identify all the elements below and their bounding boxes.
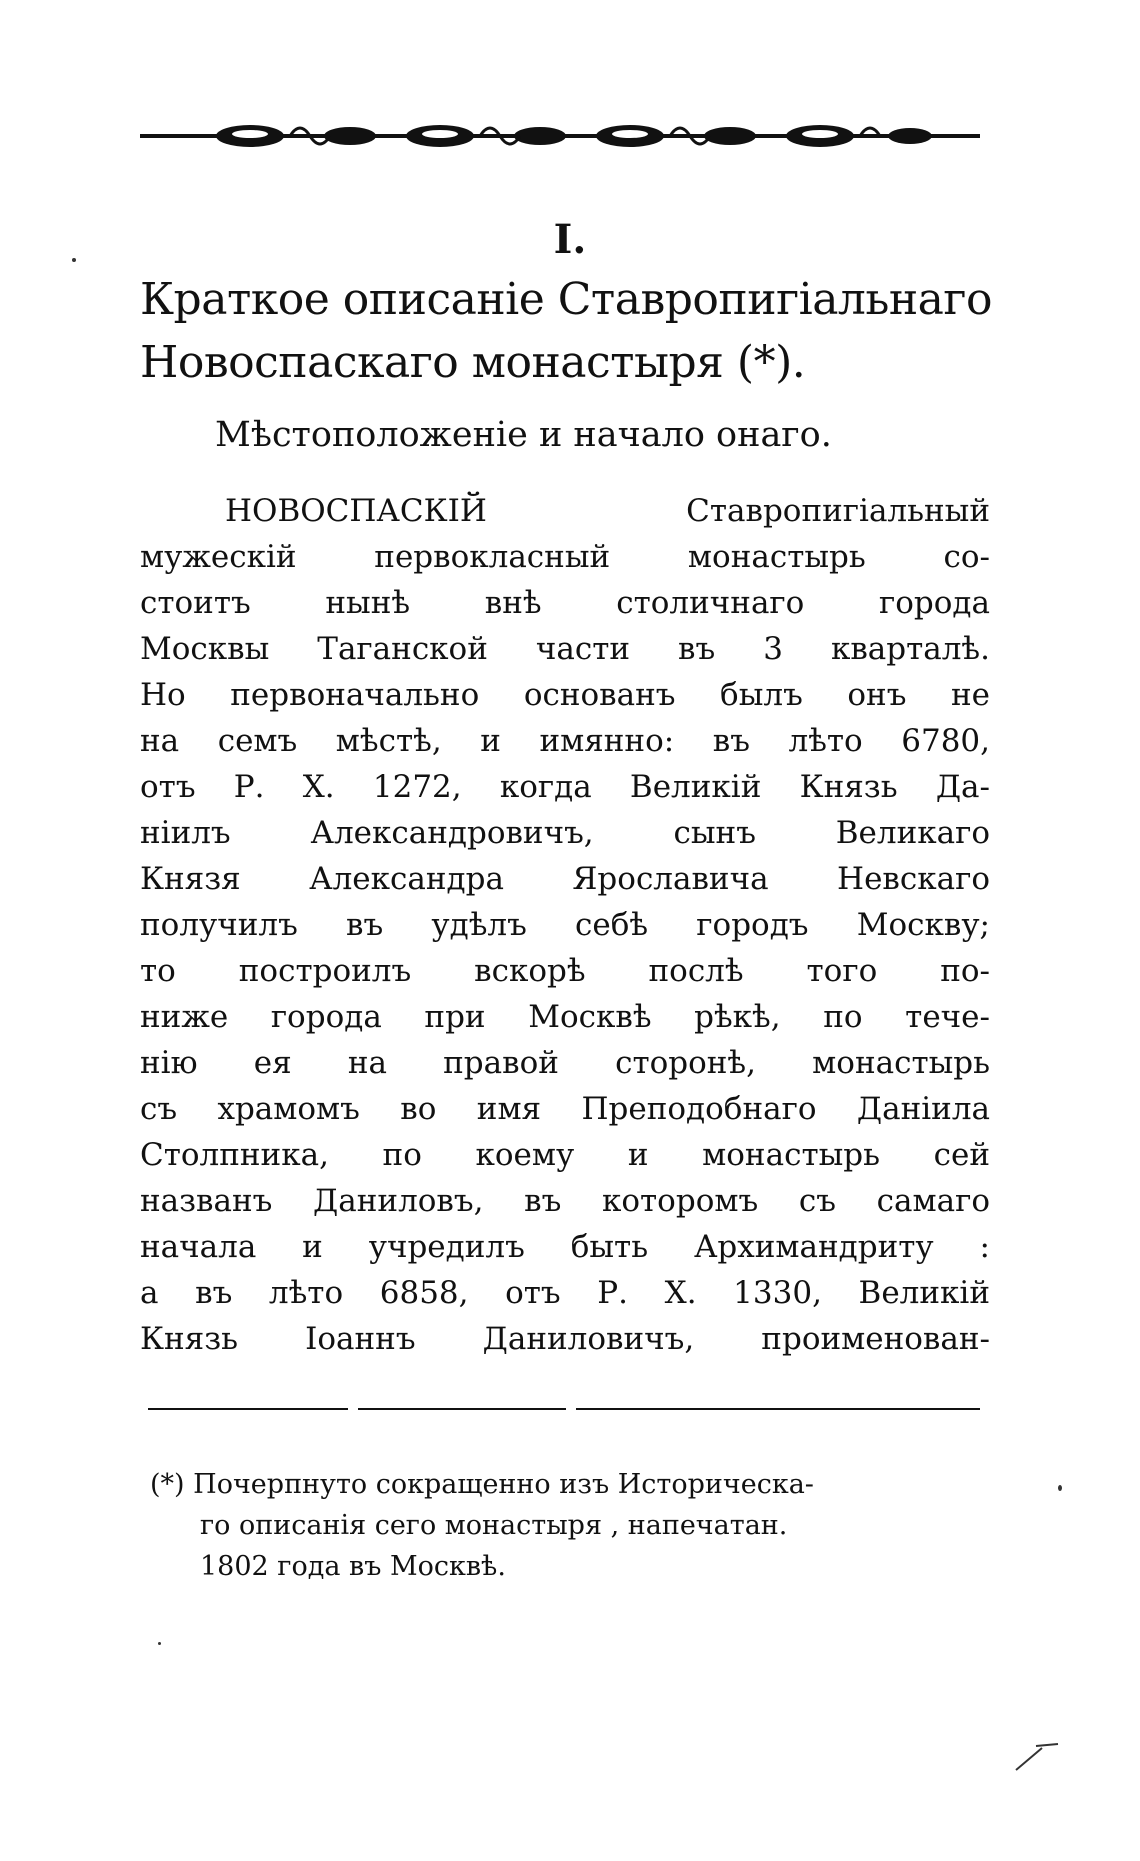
- body-line: Москвы Таганской части въ 3 кварталѣ.: [140, 631, 990, 667]
- body-line: Князя Александра Ярославича Невскаго: [140, 861, 990, 897]
- body-line: стоитъ нынѣ внѣ столичнаго города: [140, 585, 990, 621]
- body-line: Столпника, по коему и монастырь сей: [140, 1137, 990, 1173]
- body-line: на семъ мѣстѣ, и имянно: въ лѣто 6780,: [140, 723, 990, 759]
- body-line: начала и учредилъ быть Архимандриту :: [140, 1229, 990, 1265]
- section-subtitle: Мѣстоположенiе и начало онаго.: [215, 415, 832, 455]
- body-line: ниже города при Москвѣ рѣкѣ, по тече-: [140, 999, 990, 1035]
- ink-speck: [72, 258, 76, 262]
- body-line: названъ Даниловъ, въ которомъ съ самаго: [140, 1183, 990, 1219]
- body-line: а въ лѣто 6858, отъ Р. Х. 1330, Великiй: [140, 1275, 990, 1311]
- chapter-number: I.: [553, 216, 587, 263]
- footnote-divider: [358, 1408, 566, 1410]
- footnote-line-3: 1802 года въ Москвѣ.: [200, 1551, 506, 1582]
- ink-speck: [158, 1642, 161, 1645]
- body-line: Но первоначально основанъ былъ онъ не: [140, 677, 990, 713]
- chapter-title-line-2: Новоспаскаго монастыря (*).: [140, 337, 806, 388]
- chapter-title-line-1: Краткое описанiе Ставропигiальнаго: [140, 274, 992, 325]
- footnote-line-1: (*) Почерпнуто сокращенно изъ Историческа-: [150, 1469, 814, 1500]
- pen-mark: [1012, 1734, 1062, 1774]
- body-line: отъ Р. Х. 1272, когда Великiй Князь Да-: [140, 769, 990, 805]
- body-line: Князь Iоаннъ Даниловичъ, проименован-: [140, 1321, 990, 1357]
- body-line: съ храмомъ во имя Преподобнаго Данiила: [140, 1091, 990, 1127]
- body-line: НОВОСПАСКIЙ Ставропигiальный: [225, 493, 990, 529]
- body-line: нiилъ Александровичъ, сынъ Великаго: [140, 815, 990, 851]
- footnote-divider: [576, 1408, 980, 1410]
- decorative-ornament-band: [140, 112, 980, 162]
- body-line: мужескiй первокласный монастырь со-: [140, 539, 990, 575]
- body-line: нiю ея на правой сторонѣ, монастырь: [140, 1045, 990, 1081]
- footnote-divider: [148, 1408, 348, 1410]
- body-line: то построилъ вскорѣ послѣ того по-: [140, 953, 990, 989]
- ink-speck: [1058, 1485, 1062, 1491]
- body-line: получилъ въ удѣлъ себѣ городъ Москву;: [140, 907, 990, 943]
- footnote-line-2: го описанiя сего монастыря , напечатан.: [200, 1510, 788, 1541]
